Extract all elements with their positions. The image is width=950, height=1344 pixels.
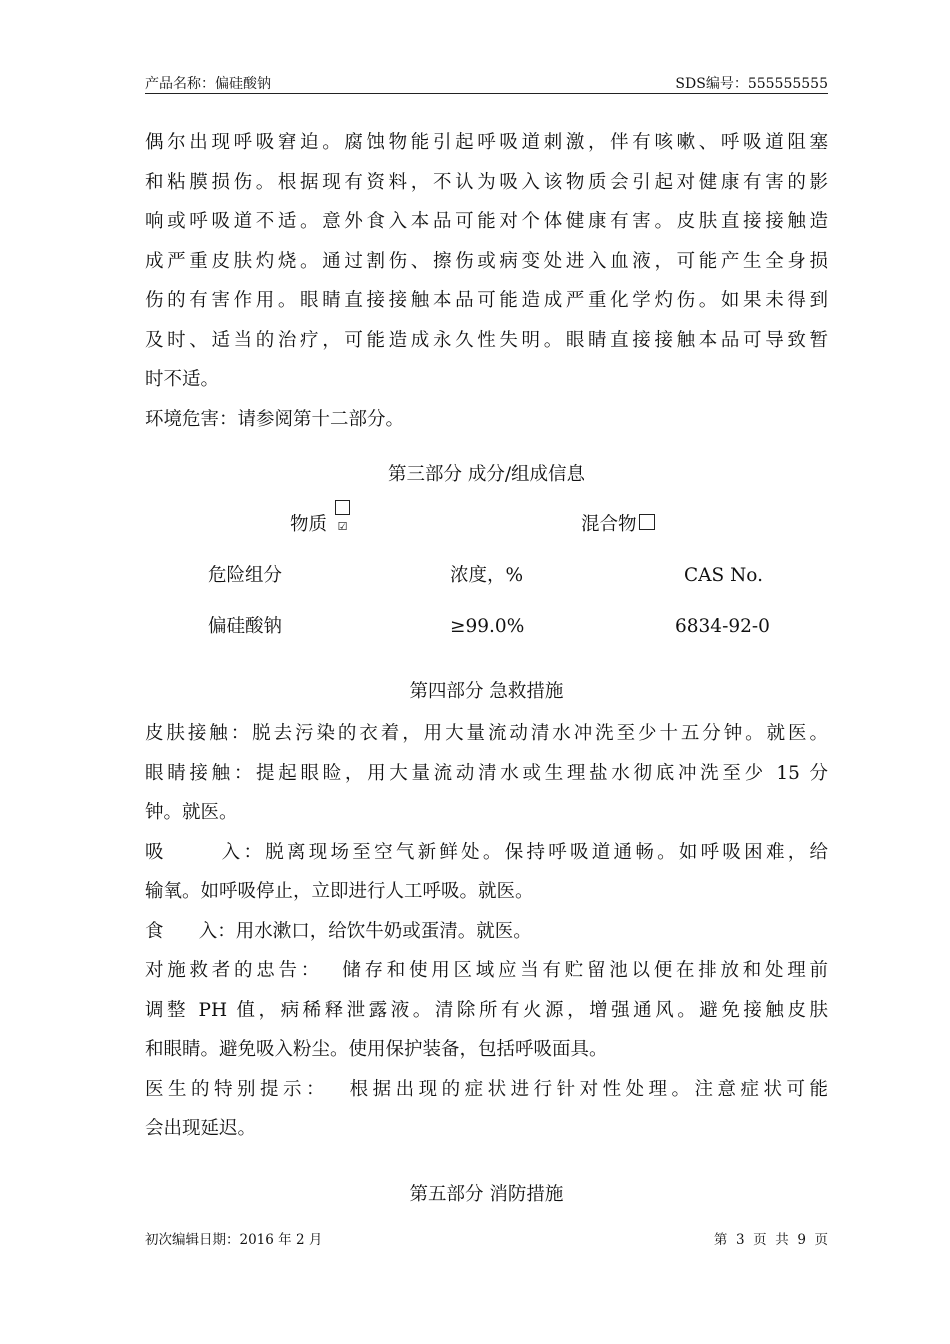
substance-option (290, 499, 350, 550)
section3 (145, 455, 828, 652)
product-name: 产品名称：偏硅酸钠 (145, 76, 271, 92)
first-aid-line: 和眼睛。避免吸入粉尘。使用保护装备，包括呼吸面具。 (145, 1039, 608, 1060)
table-header: 浓度，% (450, 565, 524, 586)
paragraph-line: 响或呼吸道不适。意外食入本品可能对个体健康有害。皮肤直接接触造 (145, 211, 828, 232)
table-row (145, 601, 828, 652)
paragraph-line: 伤的有害作用。眼睛直接接触本品可能造成严重化学灼伤。如果未得到 (145, 290, 828, 311)
first-aid-line: 食 入：用水漱口，给饮牛奶或蛋清。就医。 (145, 920, 532, 942)
first-aid-line: 吸 入：脱离现场至空气新鲜处。保持呼吸道通畅。如呼吸困难，给 (145, 841, 828, 863)
mixture-label: 混合物 (581, 514, 637, 535)
table-header-row (145, 550, 828, 601)
paragraph-line: 及时、适当的治疗，可能造成永久性失明。眼睛直接接触本品可导致暂 (145, 329, 828, 351)
mixture-option (581, 499, 655, 550)
section4-title: 第四部分 急救措施 (409, 681, 564, 702)
section2-continued (145, 123, 828, 439)
first-aid-line: 输氧。如呼吸停止，立即进行人工呼吸。就医。 (145, 881, 534, 902)
paragraph-line: 和粘膜损伤。根据现有资料，不认为吸入该物质会引起对健康有害的影 (145, 171, 828, 193)
table-header: CAS No. (684, 565, 763, 586)
section5 (145, 1175, 828, 1215)
sds-number: SDS编号：555555555 (675, 76, 828, 92)
edit-date: 初次编辑日期：2016 年 2 月 (145, 1232, 323, 1248)
first-aid-line: 会出现延迟。 (145, 1118, 257, 1139)
first-aid-line: 钟。就医。 (145, 802, 238, 823)
substance-label: 物质 (290, 514, 328, 535)
first-aid-line: 调整 PH 值，病稀释泄露液。清除所有火源，增强通风。避免接触皮肤 (145, 999, 828, 1021)
first-aid-line: 皮肤接触：脱去污染的衣着，用大量流动清水冲洗至少十五分钟。就医。 (145, 723, 828, 744)
page-header (145, 71, 828, 94)
checked-box-icon: ☑ (335, 500, 350, 515)
unchecked-box-icon (639, 514, 655, 530)
table-cell: ≥99.0% (450, 616, 525, 637)
table-cell: 6834-92-0 (675, 616, 770, 637)
table-header: 危险组分 (208, 565, 283, 586)
paragraph-line: 成严重皮肤灼烧。通过割伤、擦伤或病变处进入血液，可能产生全身损 (145, 250, 828, 272)
section5-title: 第五部分 消防措施 (409, 1184, 564, 1205)
substance-mixture-row (145, 499, 828, 550)
section3-title: 第三部分 成分/组成信息 (387, 464, 586, 485)
first-aid-line: 对施救者的忠告： 储存和使用区域应当有贮留池以便在排放和处理前 (145, 960, 828, 981)
paragraph-line: 偶尔出现呼吸窘迫。腐蚀物能引起呼吸道刺激，伴有咳嗽、呼吸道阻塞 (145, 132, 828, 153)
paragraph-line: 时不适。 (145, 369, 220, 390)
first-aid-line: 医生的特别提示： 根据出现的症状进行针对性处理。注意症状可能 (145, 1078, 828, 1100)
page-number: 第 3 页 共 9 页 (713, 1232, 828, 1248)
first-aid-line: 眼睛接触：提起眼睑，用大量流动清水或生理盐水彻底冲洗至少 15 分 (145, 762, 828, 784)
environment-hazard: 环境危害：请参阅第十二部分。 (145, 408, 405, 430)
table-cell: 偏硅酸钠 (208, 616, 283, 637)
section4 (145, 672, 828, 1149)
